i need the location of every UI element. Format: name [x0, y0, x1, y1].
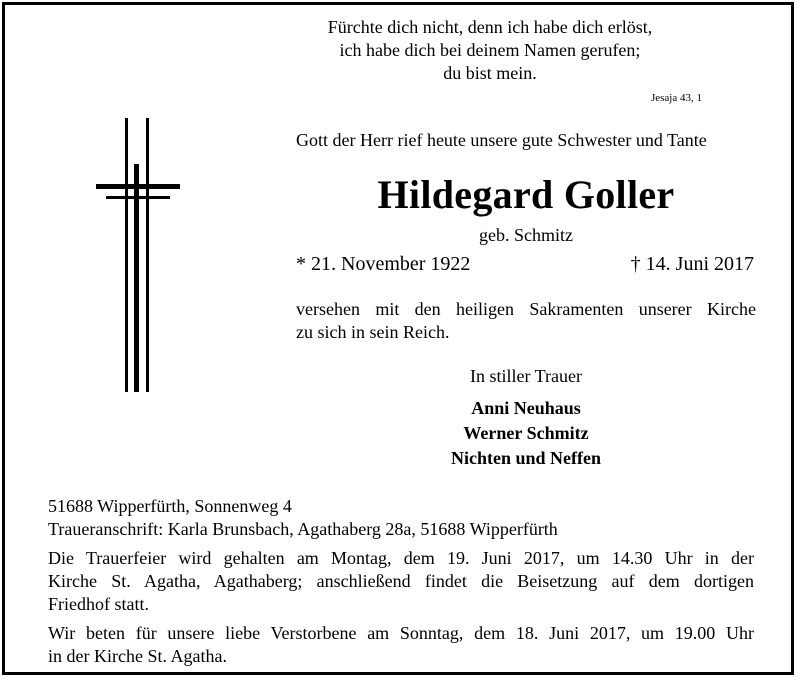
intro-text: Gott der Herr rief heute unsere gute Schwester und Tante	[296, 130, 707, 150]
sacrament-text	[296, 298, 756, 344]
residence-address: 51688 Wipperfürth, Sonnenweg 4	[48, 496, 292, 516]
text-line: versehen mit den heiligen Sakramenten unserer Kirche	[296, 299, 756, 319]
text-line: zu sich in sein Reich.	[296, 322, 450, 342]
mourner-name: Werner Schmitz	[463, 423, 589, 443]
funeral-info	[48, 547, 754, 616]
text-line: Die Trauerfeier wird gehalten am Montag, dem 19. Juni 2017, um 14.30 Uhr in der	[48, 548, 754, 568]
verse-line: Fürchte dich nicht, denn ich habe dich erlöst,	[327, 17, 653, 37]
mourning-address: Traueranschrift: Karla Brunsbach, Agathaberg 28a, 51688 Wipperfürth	[48, 519, 558, 539]
maiden-name: geb. Schmitz	[479, 225, 573, 245]
bible-verse	[290, 16, 690, 85]
verse-line: ich habe dich bei deinem Namen gerufen;	[339, 40, 641, 60]
death-date: † 14. Juni 2017	[630, 253, 754, 275]
prayer-info	[48, 622, 754, 668]
verse-line: du bist mein.	[443, 63, 537, 83]
text-line: Kirche St. Agatha, Agathaberg; anschließend findet die Beisetzung auf dem dortigen	[48, 571, 754, 591]
text-line: Friedhof statt.	[48, 594, 149, 614]
cross-icon	[96, 118, 180, 392]
mourning-heading: In stiller Trauer	[470, 366, 582, 386]
birth-date: * 21. November 1922	[296, 253, 471, 275]
text-line: Wir beten für unsere liebe Verstorbene am Sonntag, dem 18. Juni 2017, um 19.00 Uhr	[48, 623, 754, 643]
text-line: in der Kirche St. Agatha.	[48, 646, 227, 666]
mourner-name: Anni Neuhaus	[471, 398, 581, 418]
address-block	[48, 495, 558, 541]
deceased-name: Hildegard Goller	[377, 172, 675, 217]
mourners-list	[296, 396, 756, 471]
verse-reference: Jesaja 43, 1	[650, 92, 702, 104]
mourner-name: Nichten und Neffen	[450, 448, 601, 468]
